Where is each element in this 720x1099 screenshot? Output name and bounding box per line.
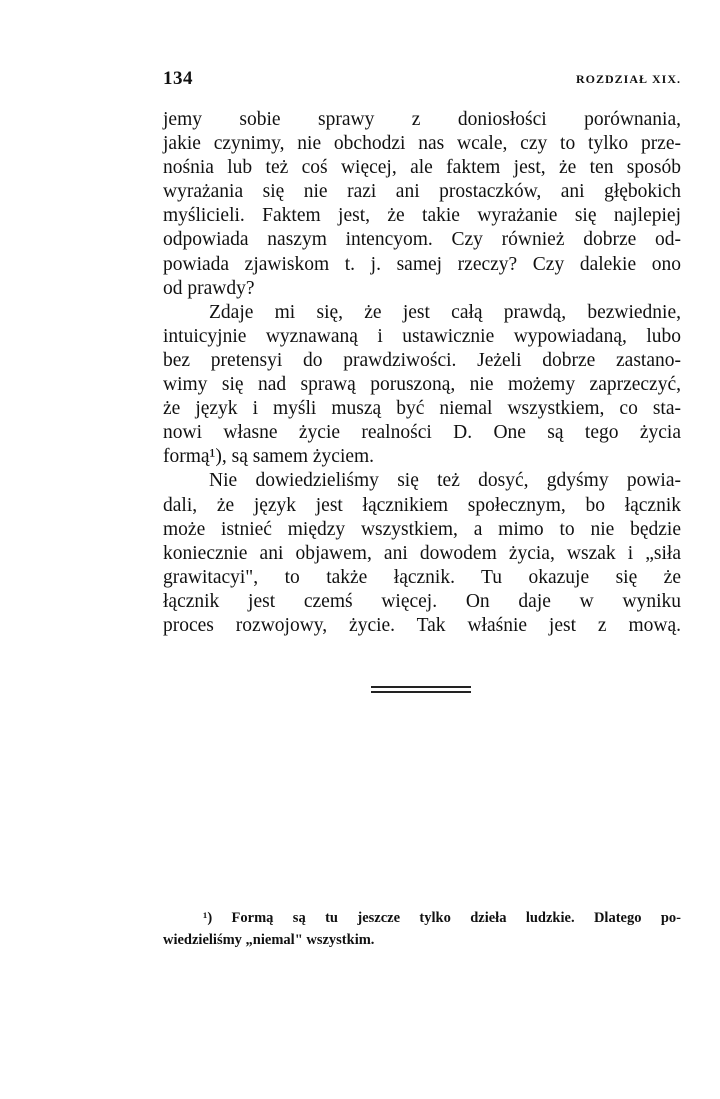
body-line: intuicyjnie wyznawaną i ustawicznie wypowiadaną, lubo [163, 325, 681, 347]
body-line: odpowiada naszym intencyom. Czy również dobrze od- [163, 229, 681, 251]
body-line: jemy sobie sprawy z doniosłości porównania, [163, 109, 681, 130]
footnote-line: ¹) Formą są tu jeszcze tylko dzieła ludzkie. Dlatego po- [203, 910, 681, 926]
body-line: proces rozwojowy, życie. Tak właśnie jest z mową. [163, 614, 681, 636]
divider-line [371, 691, 471, 693]
body-line: jakie czynimy, nie obchodzi nas wcale, czy to tylko prze- [163, 133, 681, 155]
body-line: grawitacyi", to także łącznik. Tu okazuje się że [163, 566, 681, 588]
page-header [163, 68, 681, 92]
body-line: może istnieć między wszystkiem, a mimo to nie będzie [163, 518, 681, 540]
body-line: formą¹), są samem życiem. [163, 446, 375, 468]
body-line: wyrażania się nie razi ani prostaczków, ani głębokich [163, 181, 681, 203]
footnote-line: wiedzieliśmy „niemal" wszystkim. [163, 932, 375, 948]
body-line: nośnia lub też coś więcej, ale faktem jest, że ten sposób [163, 157, 681, 179]
body-line: nowi własne życie realności D. One są tego życia [163, 422, 681, 444]
body-line: wimy się nad sprawą poruszoną, nie możemy zaprzeczyć, [163, 374, 681, 396]
section-divider [371, 686, 471, 694]
running-head: ROZDZIAŁ XIX. [575, 72, 681, 86]
body-line: Nie dowiedzieliśmy się też dosyć, gdyśmy powia- [209, 470, 681, 492]
body-text [163, 108, 681, 638]
footnote [163, 907, 681, 951]
body-line: od prawdy? [163, 277, 255, 299]
body-line: koniecznie ani objawem, ani dowodem życia, wszak i „siła [163, 542, 681, 564]
divider-line [371, 686, 471, 688]
body-line: powiada zjawiskom t. j. samej rzeczy? Czy dalekie ono [163, 253, 681, 275]
body-line: dali, że język jest łącznikiem społecznym, bo łącznik [163, 494, 681, 516]
body-line: myślicieli. Faktem jest, że takie wyrażanie się najlepiej [163, 205, 681, 227]
body-line: że język i myśli muszą być niemal wszystkiem, co sta- [163, 398, 681, 420]
body-line: łącznik jest czemś więcej. On daje w wyniku [163, 590, 681, 612]
body-line: bez pretensyi do prawdziwości. Jeżeli dobrze zastano- [163, 349, 681, 371]
body-line: Zdaje mi się, że jest całą prawdą, bezwiednie, [209, 301, 681, 323]
page-number: 134 [163, 68, 193, 89]
